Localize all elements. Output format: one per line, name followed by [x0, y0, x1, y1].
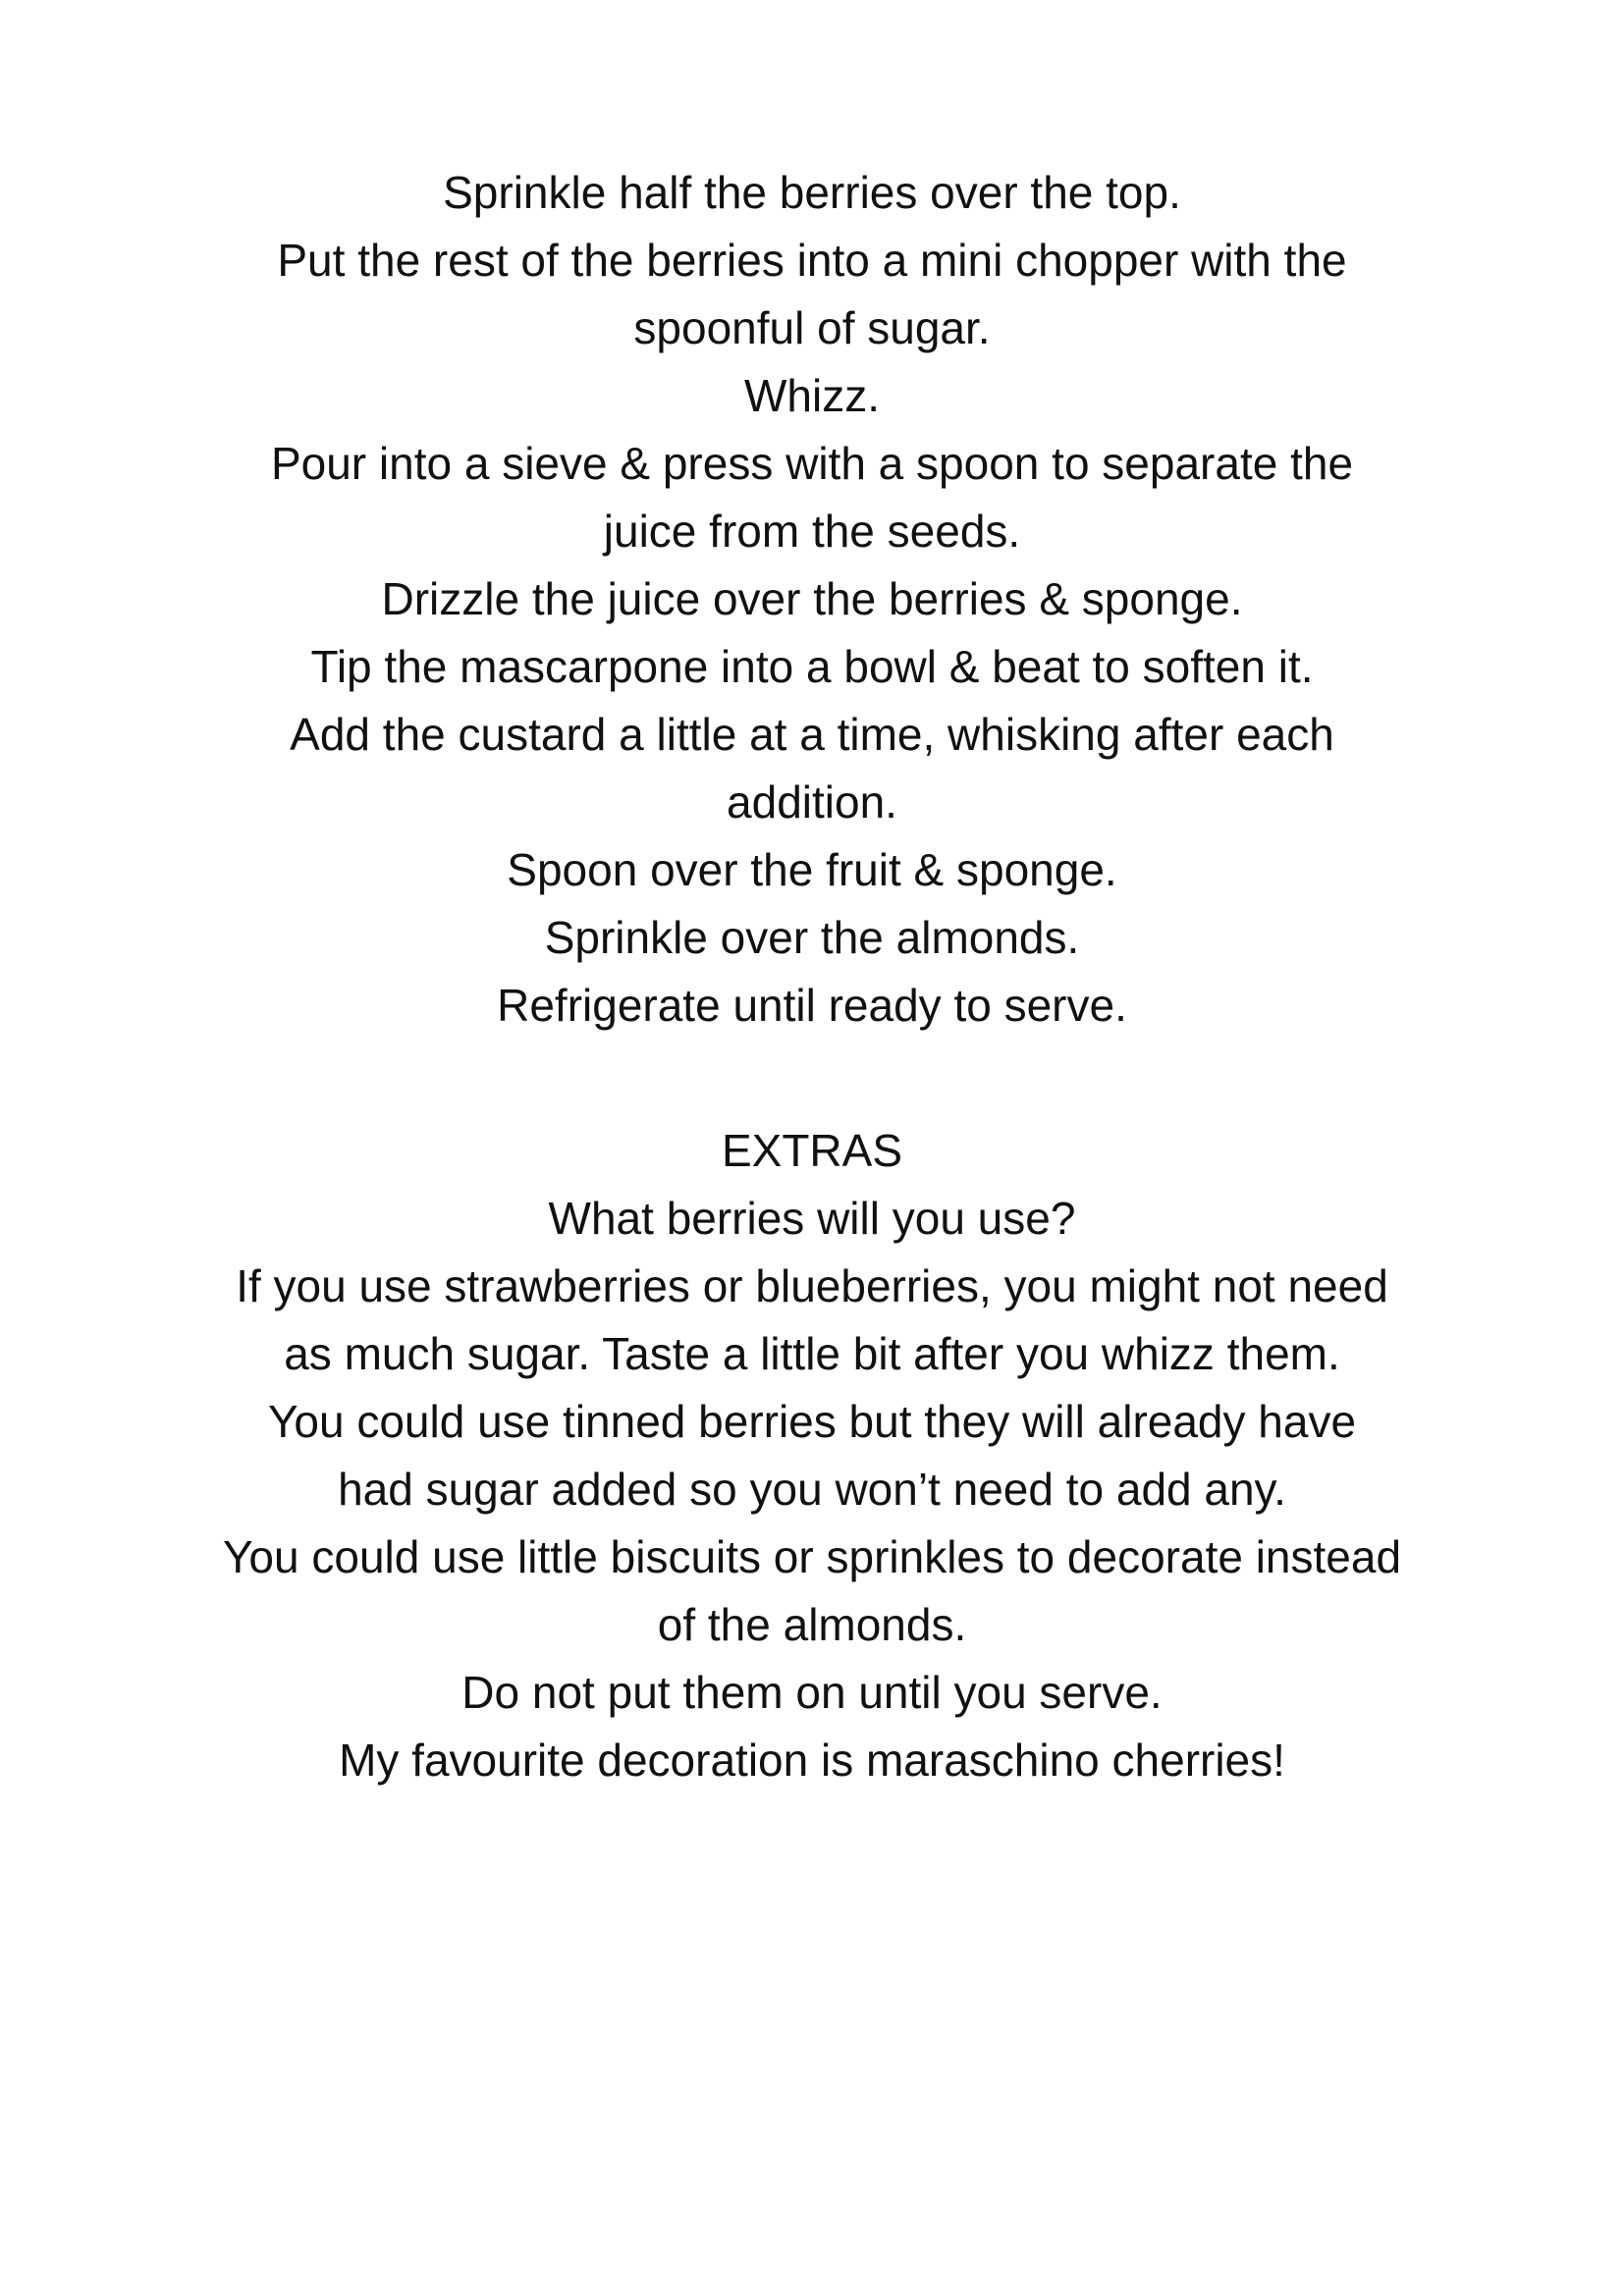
method-line: Refrigerate until ready to serve. [497, 980, 1127, 1031]
extras-line: of the almonds. [657, 1599, 967, 1650]
method-line: addition. [727, 776, 897, 828]
extras-line: If you use strawberries or blueberries, you might not need [236, 1260, 1388, 1311]
extras-line: Do not put them on until you serve. [461, 1667, 1163, 1718]
method-line: Add the custard a little at a time, whisking after each [290, 709, 1334, 760]
method-line: spoonful of sugar. [633, 302, 991, 353]
extras-line: You could use little biscuits or sprinkles to decorate instead [222, 1531, 1402, 1582]
method-line: Whizz. [744, 370, 880, 421]
extras-heading: EXTRAS [721, 1125, 903, 1176]
extras-line: as much sugar. Taste a little bit after you whizz them. [284, 1328, 1340, 1379]
method-line: Sprinkle half the berries over the top. [443, 167, 1181, 218]
extras-line: My favourite decoration is maraschino cherries! [339, 1735, 1285, 1786]
method-line: Drizzle the juice over the berries & sponge. [381, 573, 1243, 624]
method-line: Tip the mascarpone into a bowl & beat to soften it. [310, 641, 1314, 692]
method-line: juice from the seeds. [603, 506, 1021, 557]
method-line: Spoon over the fruit & sponge. [507, 844, 1117, 895]
extras-section [118, 1117, 1506, 1794]
extras-line: What berries will you use? [548, 1193, 1076, 1244]
extras-line: had sugar added so you won’t need to add any. [338, 1464, 1286, 1515]
extras-line: You could use tinned berries but they will already have [267, 1396, 1357, 1447]
method-line: Pour into a sieve & press with a spoon to separate the [270, 438, 1354, 489]
method-line: Put the rest of the berries into a mini chopper with the [277, 235, 1347, 286]
method-section [118, 159, 1506, 1040]
method-line: Sprinkle over the almonds. [544, 912, 1080, 963]
